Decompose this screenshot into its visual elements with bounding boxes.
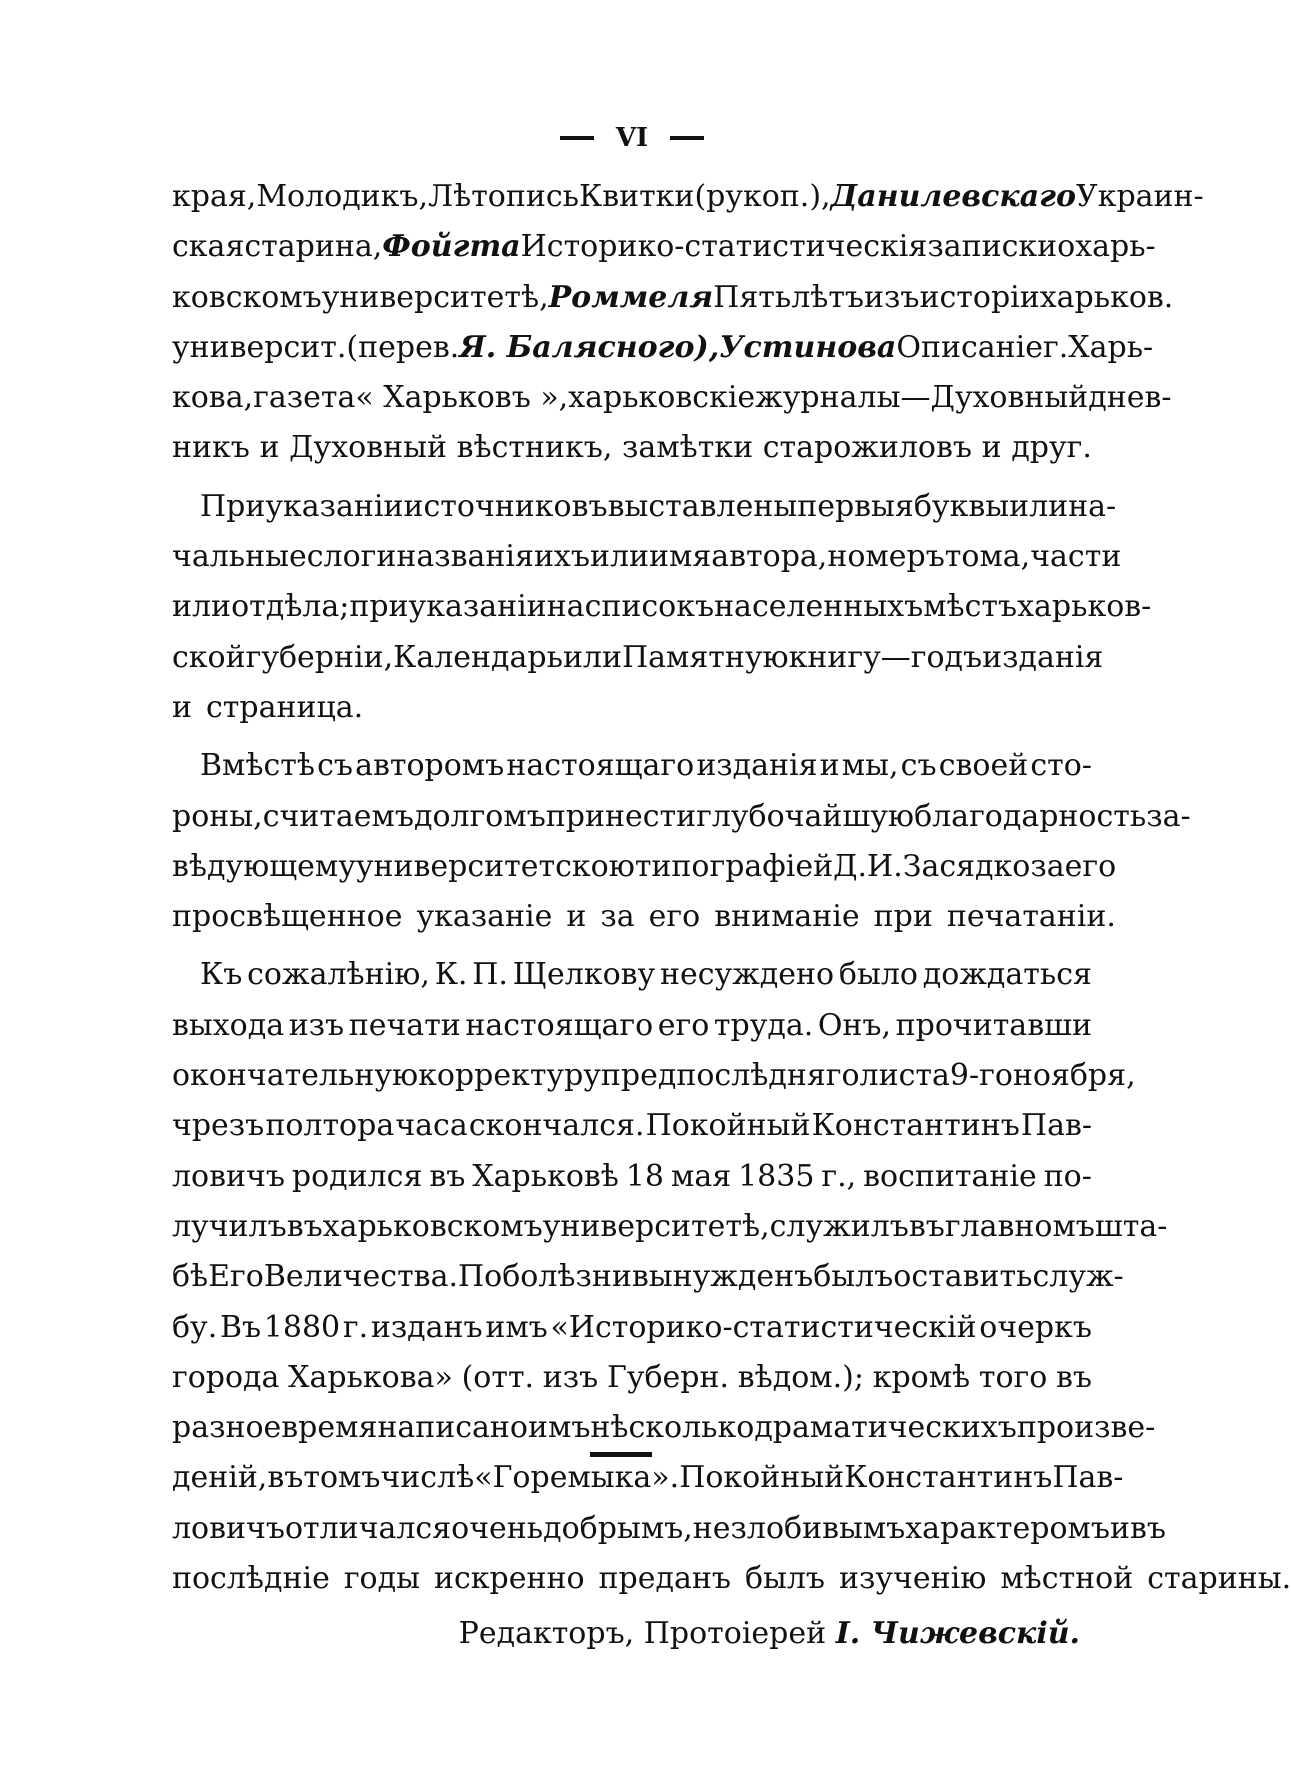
text-line — [172, 1051, 1136, 1101]
word: старины. — [1147, 1561, 1291, 1597]
word: харьковскомъ — [322, 1208, 543, 1244]
word: преданъ — [598, 1561, 731, 1597]
word: старожиловъ — [762, 430, 972, 466]
word: ловичъ — [172, 1510, 285, 1546]
word: списокъ — [584, 589, 715, 625]
word: Календарь — [393, 639, 563, 675]
word: въ — [1056, 1359, 1092, 1395]
word: «Горемыка». — [474, 1460, 680, 1496]
word: печатаніи. — [946, 899, 1116, 935]
word: выхода — [172, 1007, 285, 1043]
paragraph — [172, 482, 1152, 733]
word: листа — [859, 1058, 950, 1094]
word: университетѣ, — [542, 1208, 770, 1244]
word: ской — [172, 639, 246, 675]
text-line — [172, 1303, 1092, 1353]
word: мѣстной — [1000, 1561, 1134, 1597]
word: изъ — [288, 1007, 345, 1043]
word: Покойный — [645, 1108, 811, 1144]
word: Величества. — [263, 1259, 458, 1295]
word: настоящаго — [506, 748, 695, 784]
word: въ — [1129, 1510, 1166, 1546]
text-line — [172, 892, 1116, 942]
word: скончался. — [468, 1108, 645, 1144]
word: просвѣщенное — [172, 899, 403, 935]
text-line — [172, 950, 1092, 1000]
word: роны, — [172, 798, 263, 834]
word: предпослѣдняго — [600, 1058, 860, 1094]
word: Вмѣстѣ — [200, 748, 315, 784]
word: и — [259, 430, 280, 466]
word: лучилъ — [172, 1208, 287, 1244]
word: Данилевскаго — [830, 179, 1077, 214]
word: никъ — [172, 430, 250, 466]
word: харьков. — [1039, 279, 1174, 315]
word: изданія — [696, 748, 818, 784]
text-line — [172, 792, 1191, 842]
word: при — [873, 899, 933, 935]
word: авторомъ — [355, 748, 505, 784]
signature-role: Редакторъ, — [458, 1616, 635, 1652]
word: было — [838, 957, 918, 993]
word: — — [900, 380, 931, 416]
paragraph-gap — [172, 942, 1092, 950]
word: воспитаніе — [863, 1158, 1037, 1194]
word: при — [349, 589, 409, 625]
text-line — [172, 1152, 1092, 1202]
word: съ — [317, 748, 353, 784]
word: былъ — [813, 1259, 894, 1295]
text-line — [172, 532, 1122, 582]
word: Онъ, — [817, 1007, 892, 1043]
word: отличался — [284, 1510, 452, 1546]
word: дождаться — [922, 957, 1092, 993]
word: болѣзни — [502, 1259, 632, 1295]
word: или — [172, 589, 232, 625]
word: изученію — [839, 1561, 987, 1597]
word: (рукоп.), — [694, 179, 831, 214]
word: старина, — [244, 229, 383, 265]
word: Константинъ — [844, 1460, 1053, 1496]
word: Харьковѣ — [472, 1158, 619, 1194]
text-line — [172, 323, 1154, 373]
word: и — [819, 748, 840, 784]
word: газета — [253, 380, 356, 416]
word: имя — [649, 539, 712, 575]
word: его — [648, 899, 701, 935]
word: Описаніе — [896, 329, 1043, 365]
word: главномъ — [944, 1208, 1095, 1244]
page-header — [172, 118, 1092, 158]
word: ихъ — [533, 539, 590, 575]
text-line — [172, 1202, 1168, 1252]
word: университетѣ, — [321, 279, 549, 315]
word: очень — [451, 1510, 544, 1546]
word: чрезъ — [172, 1108, 265, 1144]
word: въ — [908, 1208, 945, 1244]
word: университетскою — [355, 848, 635, 884]
word: вниманіе — [714, 899, 860, 935]
word: 1880 — [263, 1309, 341, 1345]
word: Губерн. — [606, 1359, 730, 1395]
word: Константинъ — [811, 1108, 1020, 1144]
word: годъ — [910, 639, 983, 675]
word: харьков- — [1017, 589, 1152, 625]
word: время — [281, 1410, 378, 1446]
word: К. — [434, 957, 468, 993]
text-line — [172, 1001, 1092, 1051]
end-ornament-rule — [590, 1452, 652, 1457]
word: тома, — [944, 539, 1031, 575]
text-line — [172, 633, 1104, 683]
paragraph — [172, 172, 1204, 474]
word: служилъ — [769, 1208, 909, 1244]
word: ковскомъ — [172, 279, 322, 315]
word: вѣдующему — [172, 848, 356, 884]
word: типографіей — [634, 848, 834, 884]
word: за- — [1146, 798, 1191, 834]
word: своей — [938, 748, 1029, 784]
word: мѣстъ — [923, 589, 1018, 625]
word: настоящаго — [465, 1007, 654, 1043]
word: автора, — [711, 539, 828, 575]
word: первыя — [797, 488, 914, 524]
word: служ- — [1032, 1259, 1124, 1295]
word: сто- — [1030, 748, 1092, 784]
word: и — [1109, 1510, 1130, 1546]
word: глубочайшую — [696, 798, 915, 834]
word: имъ — [485, 1309, 548, 1345]
word: Устинова — [719, 329, 897, 365]
word: указаніи — [265, 488, 404, 524]
word: часа — [395, 1108, 468, 1144]
word: замѣтки — [622, 430, 754, 466]
text-line — [172, 222, 1156, 272]
word: П. — [472, 957, 508, 993]
word: по- — [1043, 1158, 1092, 1194]
signature-name: І. Чижевскій. — [835, 1616, 1080, 1652]
word: изданія — [982, 639, 1104, 675]
word: Пав- — [1052, 1460, 1124, 1496]
word: его — [657, 1007, 710, 1043]
word: на- — [1068, 488, 1117, 524]
word: слоги — [306, 539, 397, 575]
word: университ. — [172, 329, 347, 365]
paragraph-gap — [172, 733, 1092, 741]
word: источниковъ — [403, 488, 608, 524]
word: благодарность — [914, 798, 1147, 834]
word: исторіи — [919, 279, 1040, 315]
word: очеркъ — [979, 1309, 1092, 1345]
text-line — [172, 1504, 1166, 1554]
word: (перев. — [346, 329, 460, 365]
paragraph-gap — [172, 474, 1092, 482]
word: кромѣ — [872, 1359, 971, 1395]
word: принести — [545, 798, 697, 834]
word: города — [172, 1359, 280, 1395]
paragraph — [172, 950, 1291, 1604]
word: номеръ — [827, 539, 945, 575]
word: полтора — [265, 1108, 395, 1144]
word: Духовный — [289, 430, 447, 466]
word: послѣдніе — [172, 1561, 330, 1597]
text-line — [172, 1252, 1124, 1302]
text-line — [172, 1403, 1156, 1453]
word: добрымъ, — [543, 1510, 693, 1546]
word: несуждено — [660, 957, 835, 993]
word: и — [566, 899, 587, 935]
word: Его — [208, 1259, 264, 1295]
word: Квитки — [578, 179, 695, 214]
text-line — [172, 1453, 1124, 1503]
word: родился — [291, 1158, 423, 1194]
word: бѣ — [172, 1259, 209, 1295]
word: книгу — [788, 639, 881, 675]
word: деній, — [172, 1460, 268, 1496]
word: въ — [286, 1208, 323, 1244]
word: Щелкову — [512, 957, 656, 993]
word: « Харьковъ », — [355, 380, 569, 416]
word: ноября, — [1012, 1058, 1136, 1094]
word: корректуру — [418, 1058, 601, 1094]
document-page — [172, 118, 1291, 1660]
word: нѣсколько — [590, 1410, 755, 1446]
text-line — [172, 1101, 1092, 1151]
word: труда. — [713, 1007, 814, 1043]
word: въ — [267, 1460, 304, 1496]
word: ская — [172, 229, 245, 265]
word: харь- — [1075, 229, 1156, 265]
text-line — [172, 582, 1152, 632]
text-line — [172, 482, 1117, 532]
word: указаніе — [416, 899, 553, 935]
text-line — [172, 273, 1174, 323]
word: Памятную — [622, 639, 789, 675]
word: друг. — [1011, 430, 1092, 466]
word: Лѣтопись — [428, 179, 579, 214]
word: Засядко — [902, 848, 1031, 884]
word: кова, — [172, 380, 254, 416]
body-text — [172, 172, 1291, 1604]
word: 18 — [625, 1158, 665, 1194]
word: прочитавши — [895, 1007, 1092, 1043]
word: Историко-статистическія — [520, 229, 928, 265]
text-line — [172, 1353, 1092, 1403]
word: Я. Балясного), — [459, 329, 720, 365]
word: Молодикъ, — [256, 179, 429, 214]
text-line — [172, 1554, 1291, 1604]
word: шта- — [1094, 1208, 1168, 1244]
word: Къ — [200, 957, 243, 993]
word: Пять — [713, 279, 792, 315]
word: окончательную — [172, 1058, 419, 1094]
word: И. — [867, 848, 903, 884]
word: имъ — [528, 1410, 591, 1446]
text-line — [172, 373, 1172, 423]
word: того — [978, 1359, 1048, 1395]
word: указаніи — [408, 589, 547, 625]
header-dash-left — [560, 136, 594, 140]
text-line — [172, 423, 1092, 473]
word: «Историко-статистическій — [550, 1309, 977, 1345]
word: незлобивымъ — [692, 1510, 906, 1546]
word: (отт. — [461, 1359, 535, 1395]
word: г., — [821, 1158, 857, 1194]
word: населенныхъ — [714, 589, 924, 625]
word: — — [880, 639, 911, 675]
word: разное — [172, 1410, 282, 1446]
word: страница. — [206, 689, 364, 725]
signature-line — [172, 1608, 1092, 1660]
word: долгомъ — [413, 798, 546, 834]
word: Фойгта — [382, 229, 521, 265]
word: былъ — [744, 1561, 826, 1597]
word: По — [458, 1259, 503, 1295]
word: и — [981, 430, 1002, 466]
word: 1835 — [738, 1158, 815, 1194]
word: и — [172, 689, 192, 725]
word: сожалѣнію, — [247, 957, 430, 993]
word: печати — [348, 1007, 461, 1043]
word: искренно — [433, 1561, 585, 1597]
word: При — [200, 488, 266, 524]
word: буквы — [913, 488, 1010, 524]
paragraph — [172, 741, 1191, 942]
word: или — [562, 639, 622, 675]
word: оставить — [893, 1259, 1033, 1295]
word: Пав- — [1020, 1108, 1092, 1144]
word: годы — [343, 1561, 420, 1597]
word: на — [546, 589, 585, 625]
text-line — [172, 741, 1092, 791]
word: числѣ — [380, 1460, 475, 1496]
word: въ — [429, 1158, 466, 1194]
word: части — [1030, 539, 1122, 575]
word: 9-го — [949, 1058, 1013, 1094]
word: Харь- — [1068, 329, 1154, 365]
signature-title: Протоіерей — [643, 1616, 827, 1652]
word: за — [600, 899, 635, 935]
word: произве- — [1016, 1410, 1156, 1446]
text-line — [172, 842, 1117, 892]
header-dash-right — [670, 136, 704, 140]
text-line — [172, 683, 1092, 733]
word: изъ — [542, 1359, 599, 1395]
word: названія — [396, 539, 534, 575]
word: или — [589, 539, 650, 575]
word: его — [1064, 848, 1117, 884]
word: томъ — [303, 1460, 381, 1496]
word: г. — [1043, 329, 1069, 365]
word: драматическихъ — [754, 1410, 1017, 1446]
word: за — [1030, 848, 1065, 884]
word: мы, — [841, 748, 899, 784]
word: вѣстникъ, — [456, 430, 613, 466]
word: Роммеля — [548, 279, 714, 315]
word: изданъ — [370, 1309, 483, 1345]
word: мая — [670, 1158, 732, 1194]
word: характеромъ — [905, 1510, 1110, 1546]
word: ловичъ — [172, 1158, 285, 1194]
word: г. — [342, 1309, 369, 1345]
word: или — [1009, 488, 1069, 524]
word: Украин- — [1076, 179, 1204, 214]
word: изъ — [864, 279, 920, 315]
word: чальные — [172, 539, 307, 575]
text-line — [172, 172, 1204, 222]
word: днев- — [1088, 380, 1172, 416]
word: края, — [172, 179, 257, 214]
word: Духовный — [930, 380, 1089, 416]
word: выставлены — [607, 488, 798, 524]
word: написано — [377, 1410, 528, 1446]
word: харьковскіе — [568, 380, 756, 416]
word: считаемъ — [262, 798, 414, 834]
word: журналы — [755, 380, 901, 416]
word: вѣдом.); — [737, 1359, 864, 1395]
word: о — [1057, 229, 1076, 265]
page-number: VI — [615, 123, 649, 153]
word: вынужденъ — [631, 1259, 814, 1295]
word: лѣтъ — [791, 279, 865, 315]
word: губерніи, — [245, 639, 394, 675]
word: записки — [927, 229, 1058, 265]
word: Харькова» — [288, 1359, 453, 1395]
word: Покойный — [679, 1460, 845, 1496]
word: съ — [900, 748, 937, 784]
word: бу. — [172, 1309, 218, 1345]
word: отдѣла; — [231, 589, 350, 625]
word: Въ — [219, 1309, 262, 1345]
word: Д. — [833, 848, 868, 884]
